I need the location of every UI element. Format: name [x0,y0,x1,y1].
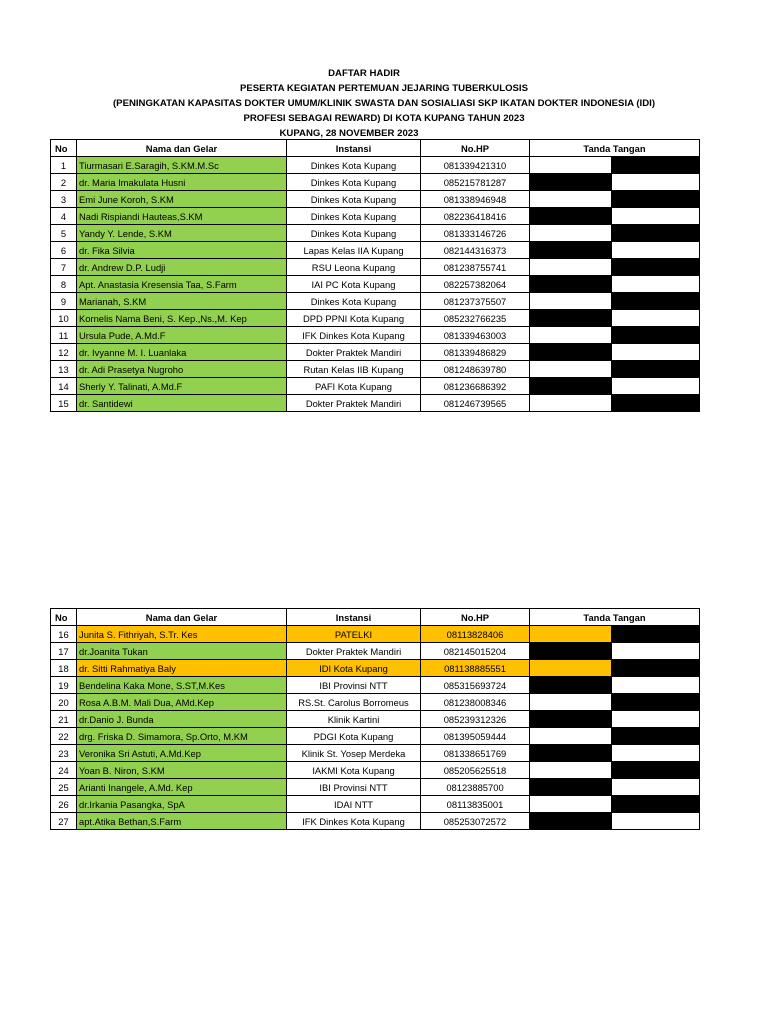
signature-cell-left [530,395,612,412]
participant-name: Apt. Anastasia Kresensia Taa, S.Farm [77,276,287,293]
header-institution: Instansi [287,609,421,626]
participant-name: Ursula Pude, A.Md.F [77,327,287,344]
table-row [51,378,700,395]
table-row [51,157,700,174]
table-header-row [51,609,700,626]
row-number: 24 [51,762,77,779]
signature-cell-left [530,327,612,344]
row-number: 18 [51,660,77,677]
participant-name: dr. Sitti Rahmatiya Baly [77,660,287,677]
participant-phone: 081138885551 [421,660,530,677]
participant-phone: 081333146726 [421,225,530,242]
signature-cell-left [530,344,612,361]
participant-institution: PAFI Kota Kupang [287,378,421,395]
row-number: 26 [51,796,77,813]
participant-phone: 081237375507 [421,293,530,310]
table-row [51,813,700,830]
row-number: 7 [51,259,77,276]
table-row [51,728,700,745]
row-number: 8 [51,276,77,293]
participant-name: Arianti Inangele, A.Md. Kep [77,779,287,796]
row-number: 16 [51,626,77,643]
signature-cell-left [530,813,612,830]
table-row [51,779,700,796]
table-row [51,677,700,694]
participant-phone: 082257382064 [421,276,530,293]
signature-cell-right [612,745,700,762]
participant-institution: Dinkes Kota Kupang [287,225,421,242]
participant-institution: Dinkes Kota Kupang [287,191,421,208]
participant-name: apt.Atika Bethan,S.Farm [77,813,287,830]
participant-phone: 081338946948 [421,191,530,208]
table-row [51,242,700,259]
row-number: 6 [51,242,77,259]
signature-cell-left [530,208,612,225]
participant-phone: 081395059444 [421,728,530,745]
title-profesi-reward: PROFESI SEBAGAI REWARD) DI KOTA KUPANG TAHUN 2023 [243,113,525,124]
table-row [51,208,700,225]
participant-institution: RS.St. Carolus Borromeus [287,694,421,711]
row-number: 4 [51,208,77,225]
signature-cell-left [530,745,612,762]
participant-institution: Dinkes Kota Kupang [287,293,421,310]
signature-cell-left [530,728,612,745]
signature-cell-left [530,293,612,310]
participant-institution: Dokter Praktek Mandiri [287,643,421,660]
table-row [51,344,700,361]
signature-cell-left [530,660,612,677]
participant-name: Tiurmasari E.Saragih, S.KM.M.Sc [77,157,287,174]
participant-phone: 085239312326 [421,711,530,728]
document-title-block [0,66,768,141]
row-number: 23 [51,745,77,762]
signature-cell-right [612,327,700,344]
signature-cell-right [612,779,700,796]
title-place-date: KUPANG, 28 NOVEMBER 2023 [279,128,419,139]
participant-phone: 085253072572 [421,813,530,830]
participant-name: Yandy Y. Lende, S.KM [77,225,287,242]
row-number: 5 [51,225,77,242]
signature-cell-right [612,395,700,412]
signature-cell-right [612,361,700,378]
participant-phone: 081248639780 [421,361,530,378]
signature-cell-right [612,157,700,174]
table-row [51,745,700,762]
participant-phone: 08113835001 [421,796,530,813]
signature-cell-left [530,276,612,293]
signature-cell-right [612,677,700,694]
table-row [51,796,700,813]
participant-institution: IBI Provinsi NTT [287,779,421,796]
header-name: Nama dan Gelar [77,140,287,157]
participant-phone: 08113828406 [421,626,530,643]
participant-name: Nadi Rispiandi Hauteas,S.KM [77,208,287,225]
signature-cell-right [612,191,700,208]
table-row [51,259,700,276]
signature-cell-right [612,259,700,276]
participant-phone: 081338651769 [421,745,530,762]
header-no: No [51,609,77,626]
participant-name: Sherly Y. Talinati, A.Md.F [77,378,287,395]
participant-name: dr.Danio J. Bunda [77,711,287,728]
participant-institution: Dokter Praktek Mandiri [287,395,421,412]
signature-cell-left [530,191,612,208]
table-row [51,762,700,779]
table-row [51,395,700,412]
signature-cell-right [612,310,700,327]
participant-phone: 085215781287 [421,174,530,191]
participant-name: dr. Ivyanne M. I. Luanlaka [77,344,287,361]
table-row [51,293,700,310]
title-peserta-kegiatan: PESERTA KEGIATAN PERTEMUAN JEJARING TUBERKULOSIS [239,83,528,94]
signature-cell-right [612,174,700,191]
signature-cell-left [530,762,612,779]
row-number: 12 [51,344,77,361]
signature-cell-right [612,728,700,745]
row-number: 14 [51,378,77,395]
row-number: 20 [51,694,77,711]
participant-name: Marianah, S.KM [77,293,287,310]
header-no: No [51,140,77,157]
participant-phone: 082236418416 [421,208,530,225]
signature-cell-right [612,711,700,728]
participant-institution: IAKMI Kota Kupang [287,762,421,779]
participant-institution: Klinik St. Yosep Merdeka [287,745,421,762]
header-name: Nama dan Gelar [77,609,287,626]
signature-cell-left [530,259,612,276]
participant-institution: IDAI NTT [287,796,421,813]
participant-institution: PATELKI [287,626,421,643]
participant-phone: 081238755741 [421,259,530,276]
participant-name: Bendelina Kaka Mone, S.ST,M.Kes [77,677,287,694]
header-signature: Tanda Tangan [530,140,700,157]
signature-cell-left [530,361,612,378]
signature-cell-right [612,344,700,361]
participant-name: Kornelis Nama Beni, S. Kep.,Ns.,M. Kep [77,310,287,327]
table-row [51,225,700,242]
signature-cell-left [530,157,612,174]
participant-phone: 081339486829 [421,344,530,361]
row-number: 10 [51,310,77,327]
participant-institution: Dinkes Kota Kupang [287,208,421,225]
row-number: 22 [51,728,77,745]
participant-institution: Lapas Kelas IIA Kupang [287,242,421,259]
signature-cell-right [612,208,700,225]
signature-cell-left [530,779,612,796]
table-1-body [51,157,700,412]
signature-cell-left [530,677,612,694]
table-row [51,660,700,677]
table-row [51,361,700,378]
participant-name: Yoan B. Niron, S.KM [77,762,287,779]
signature-cell-right [612,813,700,830]
table-2-body [51,626,700,830]
signature-cell-left [530,796,612,813]
participant-institution: Dinkes Kota Kupang [287,174,421,191]
header-phone: No.HP [421,140,530,157]
participant-phone: 081236686392 [421,378,530,395]
participant-phone: 081238008346 [421,694,530,711]
participant-institution: DPD PPNI Kota Kupang [287,310,421,327]
row-number: 11 [51,327,77,344]
signature-cell-right [612,643,700,660]
participant-phone: 082144316373 [421,242,530,259]
participant-phone: 08123885700 [421,779,530,796]
participant-phone: 085232766235 [421,310,530,327]
table-header-row [51,140,700,157]
signature-cell-right [612,293,700,310]
participant-phone: 085315693724 [421,677,530,694]
signature-cell-right [612,276,700,293]
participant-institution: IFK Dinkes Kota Kupang [287,813,421,830]
participant-name: Rosa A.B.M. Mali Dua, AMd.Kep [77,694,287,711]
attendance-table-1 [50,139,700,412]
participant-phone: 081339421310 [421,157,530,174]
signature-cell-left [530,378,612,395]
participant-institution: IFK Dinkes Kota Kupang [287,327,421,344]
participant-name: dr. Fika Silvia [77,242,287,259]
attendance-table-2 [50,608,700,830]
row-number: 3 [51,191,77,208]
signature-cell-right [612,225,700,242]
participant-phone: 081339463003 [421,327,530,344]
participant-name: dr.Irkania Pasangka, SpA [77,796,287,813]
participant-name: dr. Maria Imakulata Husni [77,174,287,191]
participant-institution: PDGI Kota Kupang [287,728,421,745]
participant-name: dr. Andrew D.P. Ludji [77,259,287,276]
participant-institution: IAI PC Kota Kupang [287,276,421,293]
signature-cell-left [530,643,612,660]
participant-name: Junita S. Fithriyah, S.Tr. Kes [77,626,287,643]
table-row [51,327,700,344]
row-number: 9 [51,293,77,310]
header-phone: No.HP [421,609,530,626]
row-number: 13 [51,361,77,378]
table-row [51,174,700,191]
participant-name: Veronika Sri Astuti, A.Md.Kep [77,745,287,762]
row-number: 25 [51,779,77,796]
participant-institution: IDI Kota Kupang [287,660,421,677]
signature-cell-right [612,660,700,677]
table-row [51,626,700,643]
signature-cell-left [530,626,612,643]
participant-name: drg. Friska D. Simamora, Sp.Orto, M.KM [77,728,287,745]
signature-cell-left [530,174,612,191]
row-number: 15 [51,395,77,412]
participant-name: dr. Santidewi [77,395,287,412]
signature-cell-left [530,225,612,242]
signature-cell-left [530,694,612,711]
participant-institution: RSU Leona Kupang [287,259,421,276]
row-number: 27 [51,813,77,830]
signature-cell-right [612,378,700,395]
participant-name: dr.Joanita Tukan [77,643,287,660]
signature-cell-right [612,796,700,813]
title-daftar-hadir: DAFTAR HADIR [328,68,400,79]
table-row [51,310,700,327]
table-row [51,276,700,293]
participant-phone: 081246739565 [421,395,530,412]
header-institution: Instansi [287,140,421,157]
participant-institution: Rutan Kelas IIB Kupang [287,361,421,378]
title-peningkatan-kapasitas: (PENINGKATAN KAPASITAS DOKTER UMUM/KLINIK SWASTA DAN SOSIALIASI SKP IKATAN DOKTER INDONESIA (IDI) [112,98,656,109]
table-row [51,694,700,711]
signature-cell-right [612,626,700,643]
participant-institution: Dokter Praktek Mandiri [287,344,421,361]
signature-cell-left [530,310,612,327]
signature-cell-left [530,711,612,728]
row-number: 17 [51,643,77,660]
participant-name: Emi June Koroh, S.KM [77,191,287,208]
signature-cell-right [612,694,700,711]
row-number: 21 [51,711,77,728]
table-row [51,191,700,208]
participant-phone: 085205625518 [421,762,530,779]
participant-name: dr. Adi Prasetya Nugroho [77,361,287,378]
row-number: 19 [51,677,77,694]
row-number: 1 [51,157,77,174]
signature-cell-right [612,242,700,259]
header-signature: Tanda Tangan [530,609,700,626]
signature-cell-left [530,242,612,259]
participant-institution: IBI Provinsi NTT [287,677,421,694]
table-row [51,711,700,728]
participant-institution: Klinik Kartini [287,711,421,728]
signature-cell-right [612,762,700,779]
participant-phone: 082145015204 [421,643,530,660]
participant-institution: Dinkes Kota Kupang [287,157,421,174]
table-row [51,643,700,660]
row-number: 2 [51,174,77,191]
